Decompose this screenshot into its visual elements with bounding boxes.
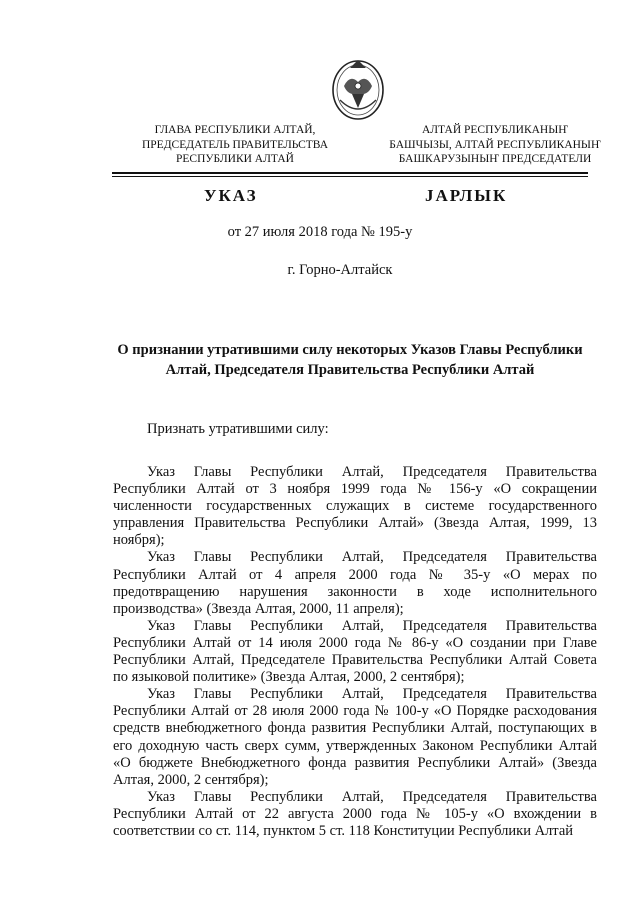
header-right-line: БАШКАРУЗЫНЫҤ ПРЕДСЕДАТЕЛИ bbox=[398, 153, 592, 165]
document-body bbox=[113, 464, 597, 840]
document-date: от 27 июля 2018 года № 195-у bbox=[227, 224, 413, 240]
decree-paragraph: Указ Главы Республики Алтай, Председателя Правительства Республики Алтай от 28 июля 2000 года № 100-у «О Порядке расходования средств внебюджетного фонда развития Республики Алтай, поступающих в его доходную часть сверх сумм, утвержденных Законом Республики Алтай «О бюджете Внебюджетного фонда развития Республики Алтай» (Звезда Алтая, 2000, 2 сентября); bbox=[113, 686, 597, 788]
document-title-russian: УКАЗ bbox=[204, 186, 258, 205]
header-left-line: ГЛАВА РЕСПУБЛИКИ АЛТАЙ, bbox=[154, 124, 316, 136]
header-left-block bbox=[130, 123, 340, 167]
header-left-line: ПРЕДСЕДАТЕЛЬ ПРАВИТЕЛЬСТВА bbox=[141, 138, 329, 151]
header-divider-thick bbox=[112, 172, 588, 174]
coat-of-arms-emblem-icon bbox=[330, 56, 386, 122]
decree-paragraph: Указ Главы Республики Алтай, Председателя Правительства Республики Алтай от 3 ноября 1999 года № 156-у «О сокращении численности государственных служащих в системе государственного управления Правительства Республики Алтай» (Звезда Алтая, 1999, 13 ноября); bbox=[113, 464, 597, 549]
decree-paragraph: Указ Главы Республики Алтай, Председателя Правительства Республики Алтай от 4 апреля 2000 года № 35-у «О мерах по предотвращению нарушения законности в ходе исполнительного производства» (Звезда Алтая, 2000, 11 апреля); bbox=[113, 549, 597, 617]
header-right-block bbox=[385, 123, 605, 167]
header-divider-thin bbox=[112, 176, 588, 177]
header-left-line: РЕСПУБЛИКИ АЛТАЙ bbox=[176, 153, 294, 165]
intro-text: Признать утратившими силу: bbox=[147, 421, 329, 437]
document-city: г. Горно-Алтайск bbox=[287, 262, 393, 278]
header-right-line: АЛТАЙ РЕСПУБЛИКАНЫҤ bbox=[421, 124, 569, 136]
header-right-line: БАШЧЫЗЫ, АЛТАЙ РЕСПУБЛИКАНЫҤ bbox=[389, 138, 601, 151]
document-heading: О признании утратившими силу некоторых Указов Главы Республики Алтай, Председателя Правительства Республики Алтай bbox=[117, 342, 583, 378]
decree-paragraph: Указ Главы Республики Алтай, Председателя Правительства Республики Алтай от 22 августа 2000 года № 105-у «О вхождении в соответствии со ст. 114, пунктом 5 ст. 118 Конституции Республики Алтай bbox=[113, 788, 597, 839]
document-title-altai: JАРЛЫК bbox=[425, 186, 508, 205]
decree-paragraph: Указ Главы Республики Алтай, Председателя Правительства Республики Алтай от 14 июля 2000 года № 86-у «О создании при Главе Республики Алтай, Председателе Правительства Республики Алтай Совета по языковой политике» (Звезда Алтая, 2000, 2 сентября); bbox=[113, 617, 597, 686]
